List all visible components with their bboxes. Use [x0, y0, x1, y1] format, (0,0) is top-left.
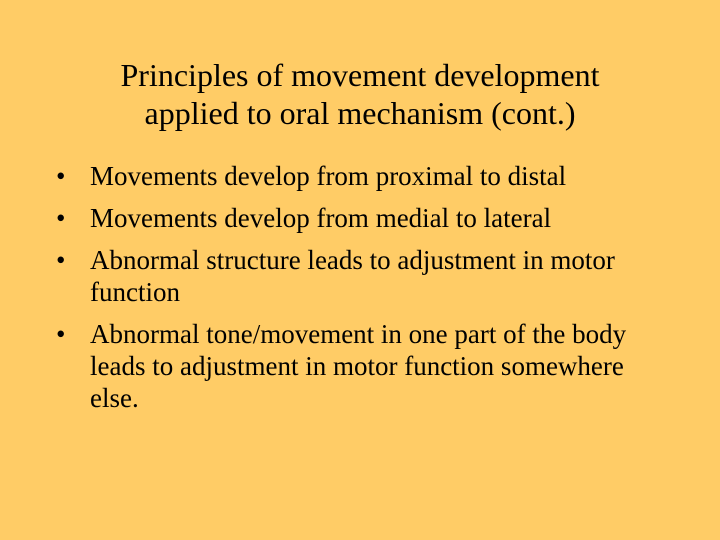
bullet-item-4 — [56, 318, 676, 414]
slide-title-line-1: Principles of movement development — [120, 57, 600, 93]
bullet-dot-icon: • — [56, 161, 66, 191]
slide-title-line-2: applied to oral mechanism (cont.) — [144, 95, 576, 131]
bullet-text-4: Abnormal tone/movement in one part of the body leads to adjustment in motor function somewhere else. — [90, 319, 627, 413]
bullet-item-3 — [56, 244, 676, 308]
bullet-text-3: Abnormal structure leads to adjustment in motor function — [90, 245, 615, 307]
bullet-list — [56, 160, 676, 424]
bullet-item-1 — [56, 160, 676, 192]
bullet-item-2 — [56, 202, 676, 234]
slide-title — [40, 56, 680, 132]
bullet-dot-icon: • — [56, 203, 66, 233]
bullet-text-1: Movements develop from proximal to distal — [90, 161, 567, 191]
bullet-text-2: Movements develop from medial to lateral — [90, 203, 552, 233]
bullet-dot-icon: • — [56, 245, 66, 275]
bullet-dot-icon: • — [56, 319, 66, 349]
